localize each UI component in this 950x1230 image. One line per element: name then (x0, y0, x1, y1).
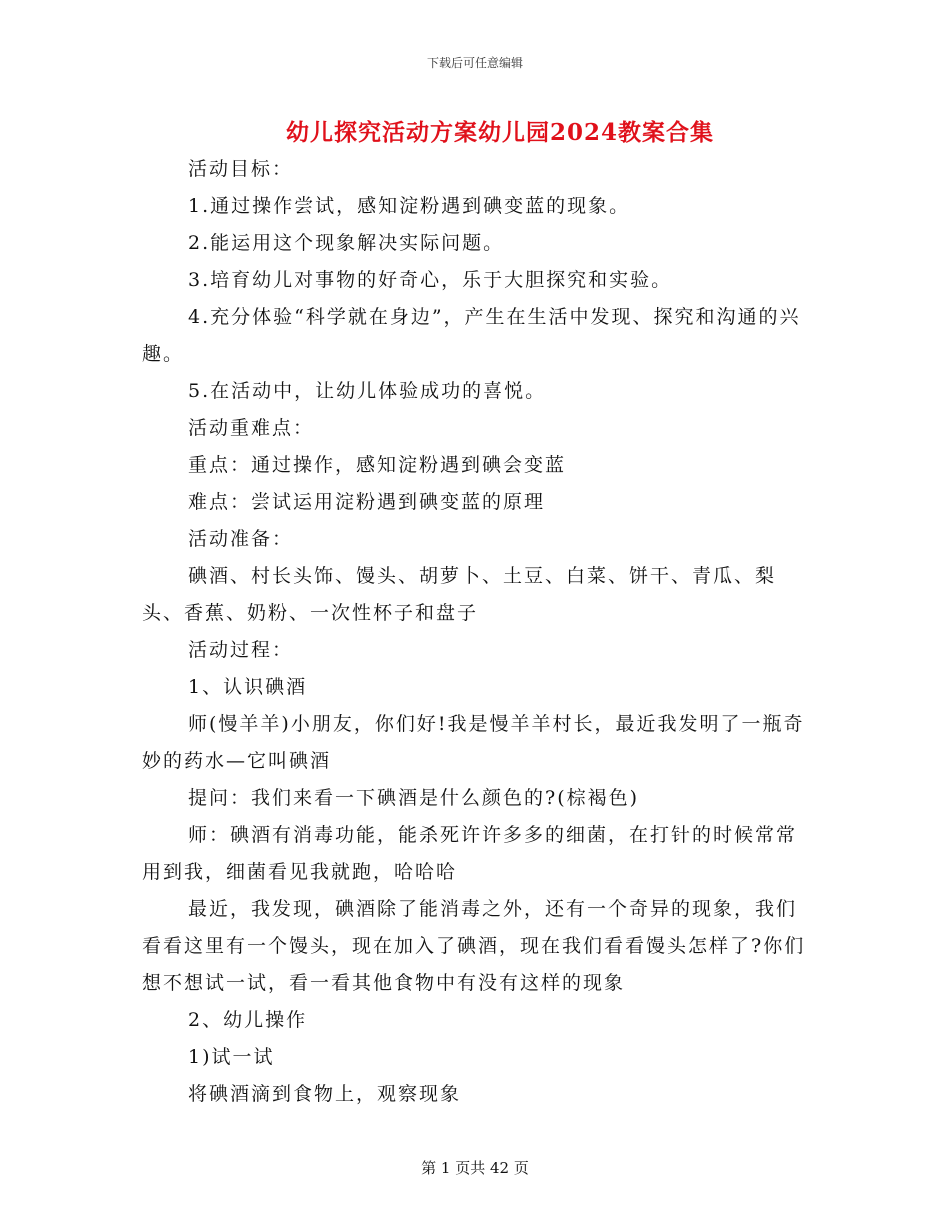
paragraph: 1)试一试 (188, 1046, 275, 1068)
paragraph: 2、幼儿操作 (188, 1009, 308, 1031)
paragraph: 活动目标： (188, 158, 294, 180)
paragraph: 1.通过操作尝试，感知淀粉遇到碘变蓝的现象。 (188, 195, 631, 217)
page-number: 第 1 页共 42 页 (421, 1159, 529, 1177)
paragraph: 提问：我们来看一下碘酒是什么颜色的?(棕褐色) (188, 787, 640, 809)
paragraph: 难点：尝试运用淀粉遇到碘变蓝的原理 (188, 491, 546, 513)
paragraph: 2.能运用这个现象解决实际问题。 (188, 232, 505, 254)
paragraph: 1、认识碘酒 (188, 676, 308, 698)
paragraph: 重点：通过操作，感知淀粉遇到碘会变蓝 (188, 454, 567, 476)
paragraph: 3.培育幼儿对事物的好奇心，乐于大胆探究和实验。 (188, 269, 673, 291)
paragraph: 最近，我发现，碘酒除了能消毒之外，还有一个奇异的现象，我们看看这里有一个馒头，现在加入了碘酒，现在我们看看馒头怎样了?你们想不想试一试，看一看其他食物中有没有这样的现象 (142, 898, 806, 994)
header-note: 下载后可任意编辑 (426, 56, 523, 70)
paragraph: 活动准备： (188, 528, 294, 550)
paragraph: 活动过程： (188, 639, 294, 661)
document-body (142, 151, 810, 1113)
paragraph: 5.在活动中，让幼儿体验成功的喜悦。 (188, 380, 547, 402)
paragraph: 师(慢羊羊)小朋友，你们好!我是慢羊羊村长，最近我发明了一瓶奇妙的药水—它叫碘酒 (142, 713, 805, 772)
paragraph: 4.充分体验“科学就在身边”，产生在生活中发现、探究和沟通的兴趣。 (142, 306, 801, 365)
document-title: 幼儿探究活动方案幼儿园2024教案合集 (285, 119, 714, 146)
paragraph: 师：碘酒有消毒功能，能杀死许许多多的细菌，在打针的时候常常用到我，细菌看见我就跑，哈哈哈 (142, 824, 798, 883)
paragraph: 碘酒、村长头饰、馒头、胡萝卜、土豆、白菜、饼干、青瓜、梨头、香蕉、奶粉、一次性杯子和盘子 (142, 565, 777, 624)
paragraph: 活动重难点： (188, 417, 315, 439)
paragraph: 将碘酒滴到食物上，观察现象 (188, 1083, 462, 1105)
